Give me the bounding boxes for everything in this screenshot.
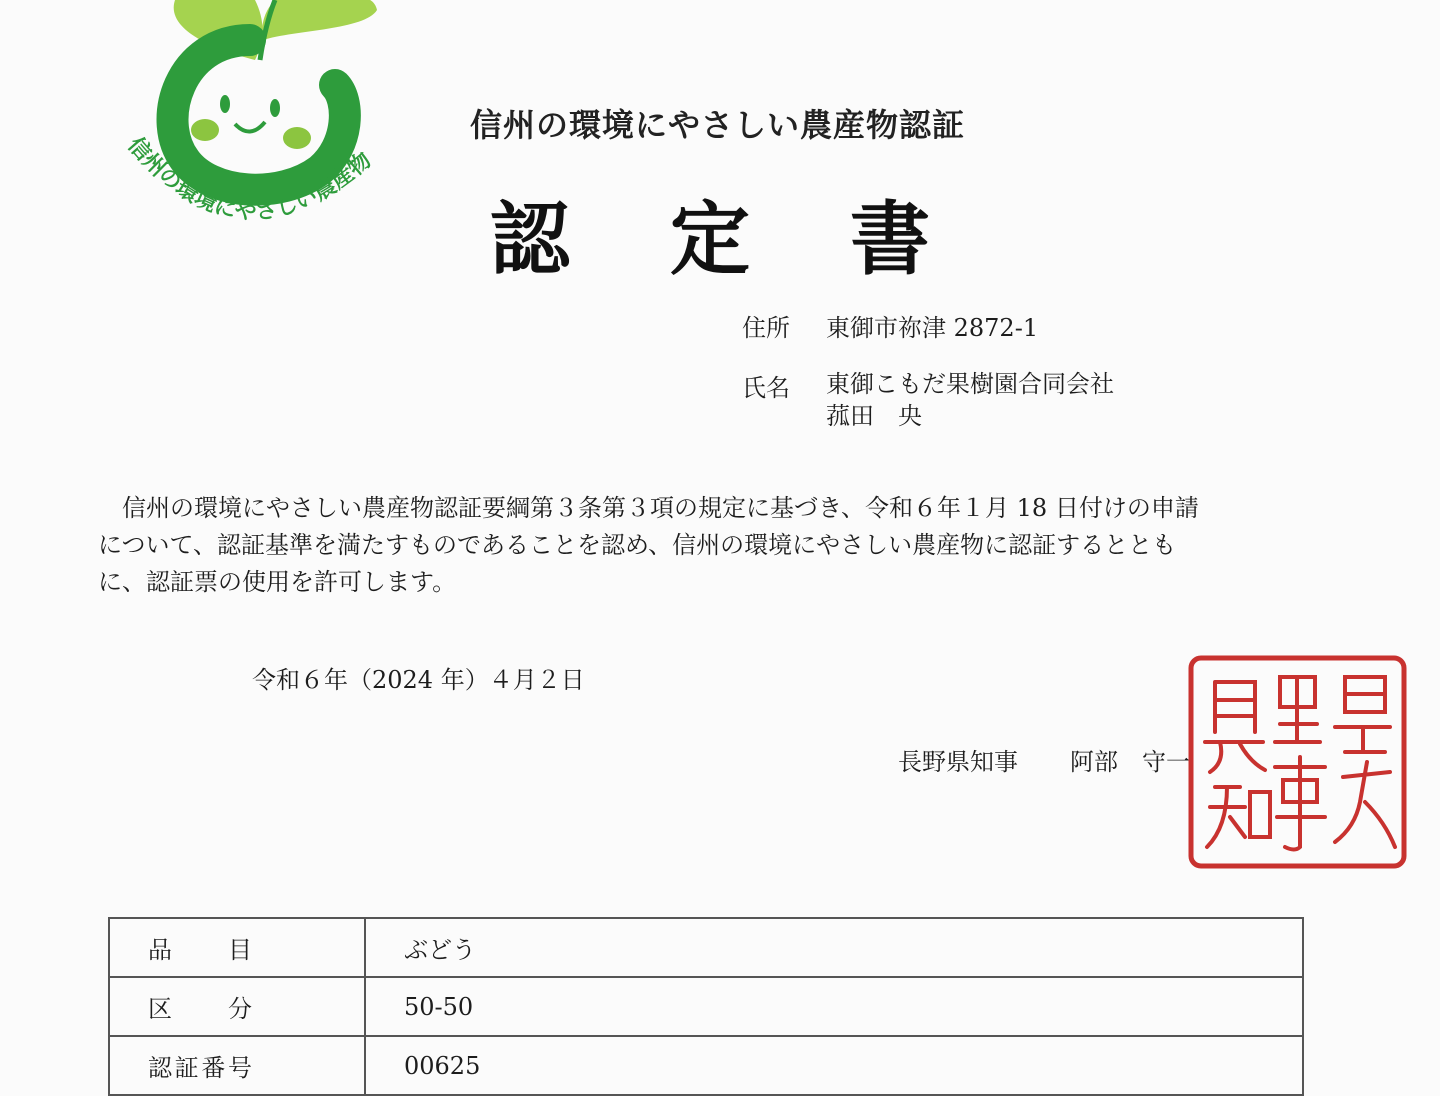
eco-certification-logo [105, 0, 405, 240]
signer-title: 長野県知事 [898, 748, 1018, 776]
official-seal [1185, 652, 1410, 872]
row-label: 品目 [148, 936, 252, 964]
row-value: 50-50 [365, 977, 1303, 1036]
logo-arc-text: 信州の環境にやさしい農産物 [122, 132, 377, 226]
program-title: 信州の環境にやさしい農産物認証 [470, 106, 966, 144]
statement-line: 信州の環境にやさしい農産物認証要綱第３条第３項の規定に基づき、令和６年１月 18 日付けの申請 [122, 494, 1199, 522]
name-field [742, 368, 1114, 432]
signer [898, 742, 1190, 777]
document-title [490, 175, 930, 290]
row-value: 00625 [365, 1036, 1303, 1095]
statement-line: に、認証票の使用を許可します。 [98, 568, 457, 596]
row-label: 区分 [148, 995, 252, 1023]
title-char: 書 [850, 192, 930, 286]
issue-date: 令和６年（2024 年）４月２日 [252, 666, 585, 694]
certification-statement [98, 490, 1283, 601]
sprout-body-icon [173, 40, 345, 190]
table-row [109, 977, 1303, 1036]
address-label: 住所 [742, 314, 790, 342]
name-label: 氏名 [742, 374, 790, 402]
signer-name: 阿部 守一 [1070, 748, 1190, 776]
statement-line: について、認証基準を満たすものであることを認め、信州の環境にやさしい農産物に認証するととも [98, 531, 1177, 559]
table-row [109, 918, 1303, 977]
row-value: ぶどう [365, 918, 1303, 977]
representative-name: 菰田 央 [826, 402, 922, 430]
address-field [742, 308, 1038, 343]
eye-icon [220, 95, 230, 113]
row-label-cell [109, 918, 365, 977]
title-char: 認 [490, 192, 570, 286]
row-label-cell [109, 1036, 365, 1095]
eye-icon [270, 99, 280, 117]
row-label-cell [109, 977, 365, 1036]
certification-details-table [108, 917, 1304, 1096]
address-value: 東御市祢津 2872-1 [826, 314, 1039, 342]
leaf-right-icon [262, 0, 377, 40]
row-label: 認証番号 [148, 1054, 252, 1082]
company-name: 東御こもだ果樹園合同会社 [826, 370, 1114, 398]
table-row [109, 1036, 1303, 1095]
smile-icon [235, 122, 265, 132]
title-char: 定 [670, 192, 750, 286]
